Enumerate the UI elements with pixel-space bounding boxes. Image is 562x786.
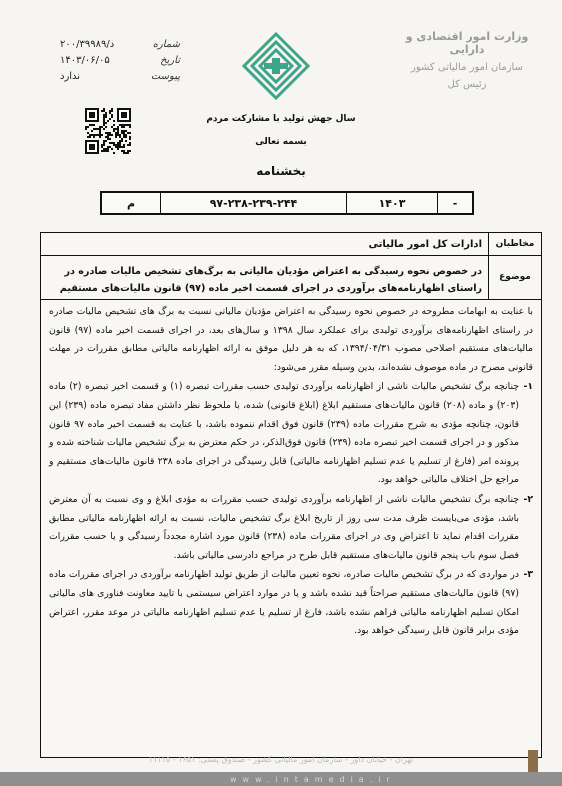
subject-label: موضوع xyxy=(488,255,541,299)
circular-body xyxy=(49,303,533,641)
subject-row xyxy=(41,255,541,300)
organization-name: سازمان امور مالیاتی کشور xyxy=(411,62,523,73)
date-label: تاریخ xyxy=(160,54,180,66)
subject-cell xyxy=(41,255,488,299)
number-value: ۲۰۰/۳۹۹۸۹/د xyxy=(60,38,115,50)
clause-text: چنانچه برگ تشخیص مالیات ناشی از اظهارنامه برآوردی تولیدی حسب مقررات تبصره (۱) و قسمت اخیر تبصره (۲) ماده (۲۰۳) و ماده (۲۰۸) قانون مالیات‌های مستقیم ابلاغ (ابلاغ قانونی) شده، با ملحوظ نظر داشتن مفاد تبصره ماده (۲۳۹) این قانون، چنانچه مؤدی به شرح مقررات ماده (۲۳۹) قانون فوق اقدام ننموده باشد، با عنایت به قسمت اخیر ماده ۹۷ قانون مذکور و در اجرای قسمت اخیر تبصره ماده (۲۳۹) قانون فوق‌الذکر، در حکم معترض به برگ تشخیص مالیات شناخته شده و پرونده امر (فارغ از تسلیم یا عدم تسلیم اظهارنامه مالیاتی) قابل رسیدگی در اجرای ماده ۲۳۸ قانون مالیات‌های مستقیم و مراجع حل اختلاف مالیاتی خواهد بود. xyxy=(49,381,520,486)
clause-1 xyxy=(49,378,533,490)
intro-paragraph: با عنایت به ابهامات مطروحه در خصوص نحوه رسیدگی به اعتراض مؤدیان مالیاتی نسبت به برگ های تشخیص مالیات صادره در راستای اظهارنامه‌های برآوردی تولیدی برای عملکرد سال ۱۳۹۸ و سال‌های بعد، در اجرای قسمت اخیر ماده (۹۷) قانون مالیات‌های مستقیم اصلاحی مصوب ۱۳۹۴/۰۴/۳۱، که به هر دلیل موفق به ارائه اظهارنامه مالیاتی مطابق مقررات در مهلت قانونی مصرح در ماده موصوف نشده‌اند، بدین وسیله مقرر می‌شود: xyxy=(49,306,534,373)
year-slogan: سال جهش تولید با مشارکت مردم xyxy=(206,114,356,124)
addressees-label: مخاطبان xyxy=(488,233,541,255)
number-box-year: ۱۴۰۳ xyxy=(346,193,437,213)
clause-number: ۲- xyxy=(523,493,533,505)
footer-address: تهران - خیابان داور - سازمان امور مالیاتی کشور - صندوق پستی: ۱۶۵۱ - ۱۱۱۱۵ xyxy=(148,755,414,764)
document-type-title: بخشنامه xyxy=(256,164,306,178)
corner-bar xyxy=(528,750,538,772)
clause-text: در مواردی که در برگ تشخیص مالیات صادره، نحوه تعیین مالیات از طریق تولید اظهارنامه برآوردی در اجرای مقررات ماده (۹۷) قانون مالیات‌های مستقیم صراحتاً قید نشده باشد و یا در موارد اعتراض سیستمی با تایید معاونت فناوری های مالیاتی امکان تسلیم اظهارنامه مالیاتی فراهم نشده باشد، فارغ از تسلیم یا عدم تسلیم اظهارنامه مالیاتی در موعد مقرر، اعتراض مؤدی برابر قانون قابل رسیدگی خواهد بود. xyxy=(49,569,519,637)
clause-number: ۱- xyxy=(523,381,533,393)
letter-meta xyxy=(60,37,180,85)
addressees-value: ادارات کل امور مالیاتی xyxy=(368,238,482,250)
number-box-code: ۹۷-۲۳۸-۲۳۹-۲۴۴ xyxy=(160,193,346,213)
ministry-name: وزارت امور اقتصادی و دارایی xyxy=(405,30,529,56)
letter-date-row xyxy=(60,53,180,67)
clause-text: چنانچه برگ تشخیص مالیات ناشی از اظهارنامه برآوردی تولیدی حسب مقررات به مؤدی ابلاغ و وی نسبت به آن معترض باشد، مؤدی می‌بایست ظرف مدت سی روز از تاریخ ابلاغ برگ تشخیص مالیات، نسبت به ارائه اظهارنامه مالیاتی مطابق مقررات اقدام نماید تا اعتراض وی در اجرای مقررات ماده (۲۳۸) قانون مورد اشاره مجدداً رسیدگی و یا حسب مقررات فصل سوم باب پنجم قانون مالیات‌های مستقیم قابل طرح در مراجع دادرسی مالیاتی باشد. xyxy=(49,493,520,561)
attachment-value: ندارد xyxy=(60,70,81,82)
addressees-row xyxy=(41,233,541,256)
office-title: رئیس کل xyxy=(447,79,487,90)
ministry-header xyxy=(392,30,542,90)
bismillah: بسمه تعالی xyxy=(255,137,307,147)
number-box-m: م xyxy=(126,196,136,210)
letter-number-row xyxy=(60,37,180,51)
number-label: شماره xyxy=(152,38,180,50)
clause-3 xyxy=(49,566,533,640)
date-value: ۱۴۰۳/۰۶/۰۵ xyxy=(60,54,110,66)
attachment-label: پیوست xyxy=(150,70,180,82)
subject-value: در خصوص نحوه رسیدگی به اعتراض مؤدیان مالیاتی به برگ‌های تشخیص مالیات صادره در راستای اظهارنامه‌های برآوردی در اجرای قسمت اخیر ماده (۹۷) قانون مالیات‌های مستقیم xyxy=(59,266,482,294)
tax-organization-logo xyxy=(240,30,312,102)
number-box-dash: - xyxy=(437,193,472,213)
circular-table xyxy=(40,232,542,758)
circular-number-box xyxy=(100,191,474,215)
letter-attachment-row xyxy=(60,69,180,83)
clause-number: ۳- xyxy=(523,569,533,581)
watermark: www.intamedia.ir xyxy=(230,775,396,784)
clause-2 xyxy=(49,491,533,565)
